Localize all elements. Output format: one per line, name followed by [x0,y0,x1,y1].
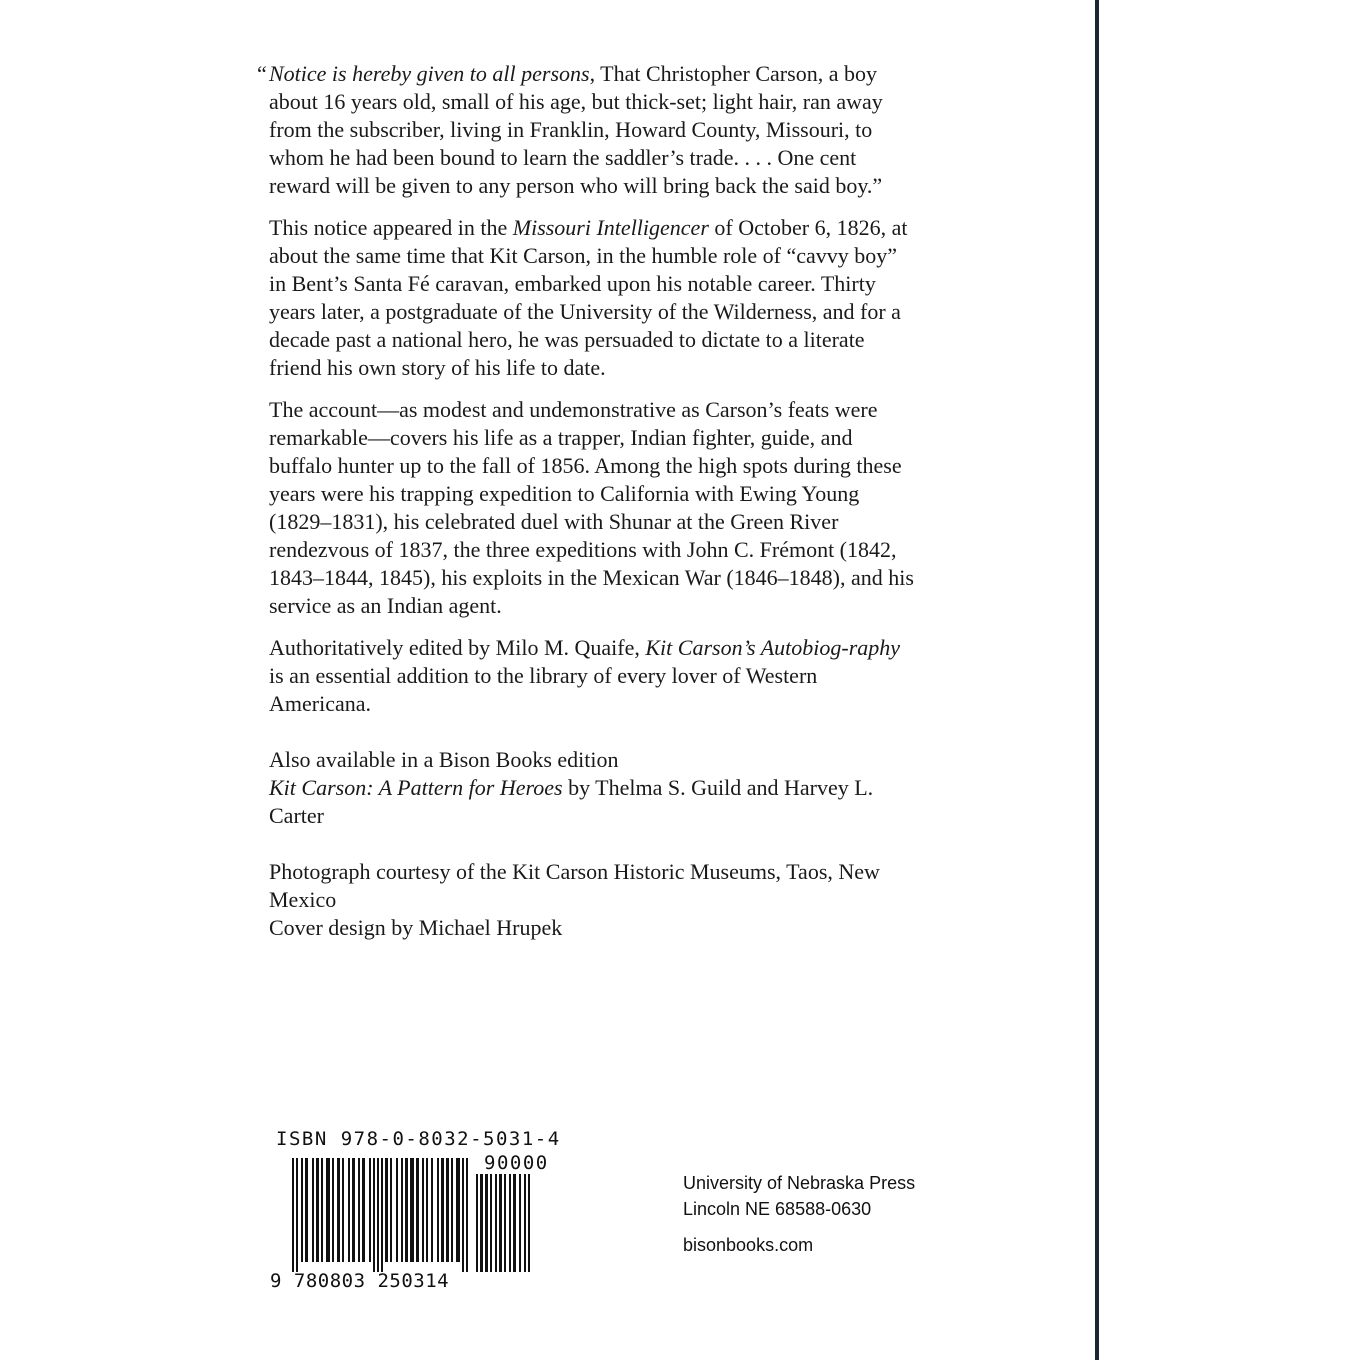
barcode-bar [499,1174,502,1272]
barcode-bar [337,1158,340,1262]
publisher-name: University of Nebraska Press [683,1173,916,1193]
barcode-bar [396,1158,398,1262]
barcode-bar [385,1158,388,1262]
barcode-bar [426,1158,428,1262]
barcode-bar [326,1158,330,1262]
barcode-bar [342,1158,344,1262]
barcode-bar [519,1174,521,1272]
barcode-bar [332,1158,334,1262]
barcode-bar [504,1174,506,1272]
barcode-bar [422,1158,424,1262]
barcode-bar [513,1174,516,1272]
barcode-bar [476,1174,478,1272]
barcode-bar [485,1174,488,1272]
price-addon-digits: 90000 [484,1152,549,1174]
ean-bars [292,1158,468,1272]
barcode-bar [305,1158,308,1262]
barcode-bar [362,1158,365,1262]
barcode-bar [369,1158,371,1262]
related-title: Kit Carson: A Pattern for Heroes [269,775,563,800]
barcode-bar [312,1158,314,1262]
photo-credit: Photograph courtesy of the Kit Carson Historic Museums, Taos, New Mexico [269,859,880,912]
also-available-line: Also available in a Bison Books edition [269,747,619,772]
spine-edge [1095,0,1099,1360]
barcode-bar [446,1158,449,1262]
barcode-bar [381,1158,383,1272]
barcode-bar [480,1174,483,1272]
barcode-bar [431,1158,433,1262]
publisher-block [683,1170,915,1258]
barcode-bar [373,1158,375,1272]
barcode-bar [528,1174,530,1272]
barcode-bar [509,1174,511,1272]
barcode-bar [456,1158,460,1262]
publisher-address: Lincoln NE 68588-0630 [683,1199,872,1219]
barcode-bar [296,1158,298,1272]
barcode-bar [390,1158,392,1262]
para3-before: Authoritatively edited by Milo M. Quaife, [269,635,646,660]
para1-after: of October 6, 1826, at about the same time that Kit Carson, in the humble role of “cavvy boy” in Bent’s Santa Fé caravan, embarked upon his notable career. Thirty years later, a postgraduate of the University of the Wilderness, and for a decade past a national hero, he was persuaded to dictate to a literate friend his own story of his life to date. [269,215,908,380]
para3-after: is an essential addition to the library of every lover of Western Americana. [269,663,818,716]
paragraph-editor [269,634,919,718]
barcode-bar [495,1174,497,1272]
barcode-bar [352,1158,355,1262]
para1-before: This notice appeared in the [269,215,513,240]
publisher-website: bisonbooks.com [683,1235,814,1255]
blurb-column [257,60,919,942]
book-title: Kit Carson’s Autobiog-raphy [645,635,901,660]
barcode-bar [301,1158,303,1262]
barcode-bar [377,1158,379,1272]
paragraph-account: The account—as modest and undemonstrative as Carson’s feats were remarkable—covers his life as a trapper, Indian fighter, guide, and buffalo hunter up to the fall of 1856. Among the high spots during these years were his trapping expedition to California with Ewing Young (1829–1831), his celebrated duel with Shunar at the Green River rendezvous of 1837, the three expeditions with John C. Frémont (1842, 1843–1844, 1845), his exploits in the Mexican War (1846–1848), and his service as an Indian agent. [269,397,914,618]
barcode-bar [358,1158,360,1262]
barcode-bar [462,1158,464,1272]
also-available [269,746,919,830]
related-authors: by Thelma S. Guild and Harvey L. Carter [269,775,874,828]
barcode-bar [292,1158,294,1272]
barcode-bar [416,1158,419,1262]
cover-credit: Cover design by Michael Hrupek [269,915,563,940]
isbn-label: ISBN 978-0-8032-5031-4 [276,1128,561,1150]
quote-italic-lead: Notice is hereby given to all persons [269,61,590,86]
open-quote-mark: “ [257,61,267,86]
addon-bars [476,1174,562,1272]
barcode-bar [466,1158,468,1272]
barcode-bar [401,1158,403,1262]
newspaper-title: Missouri Intelligencer [512,215,709,240]
barcode-bar [348,1158,350,1262]
barcode-bar [437,1158,439,1262]
barcode-bar [405,1158,408,1262]
opening-quote [257,60,919,200]
barcode-bar [524,1174,526,1272]
barcode-bar [451,1158,453,1262]
barcode-bar [441,1158,444,1262]
barcode-bar [410,1158,414,1262]
credits [269,858,919,942]
quote-text: , That Christopher Carson, a boy about 16 years old, small of his age, but thick-set; light hair, ran away from the subscriber, living in Franklin, Howard County, Missouri, to whom he had been bound to learn the saddler’s trade. . . . One cent reward will be given to any person who will bring back the said boy.” [269,61,883,198]
paragraph-notice [269,214,919,382]
ean-digits: 9 780803 250314 [270,1270,450,1292]
barcode-bar [321,1158,323,1262]
barcode-bar [490,1174,492,1272]
barcode-bar [316,1158,319,1262]
isbn-barcode [270,1128,576,1298]
